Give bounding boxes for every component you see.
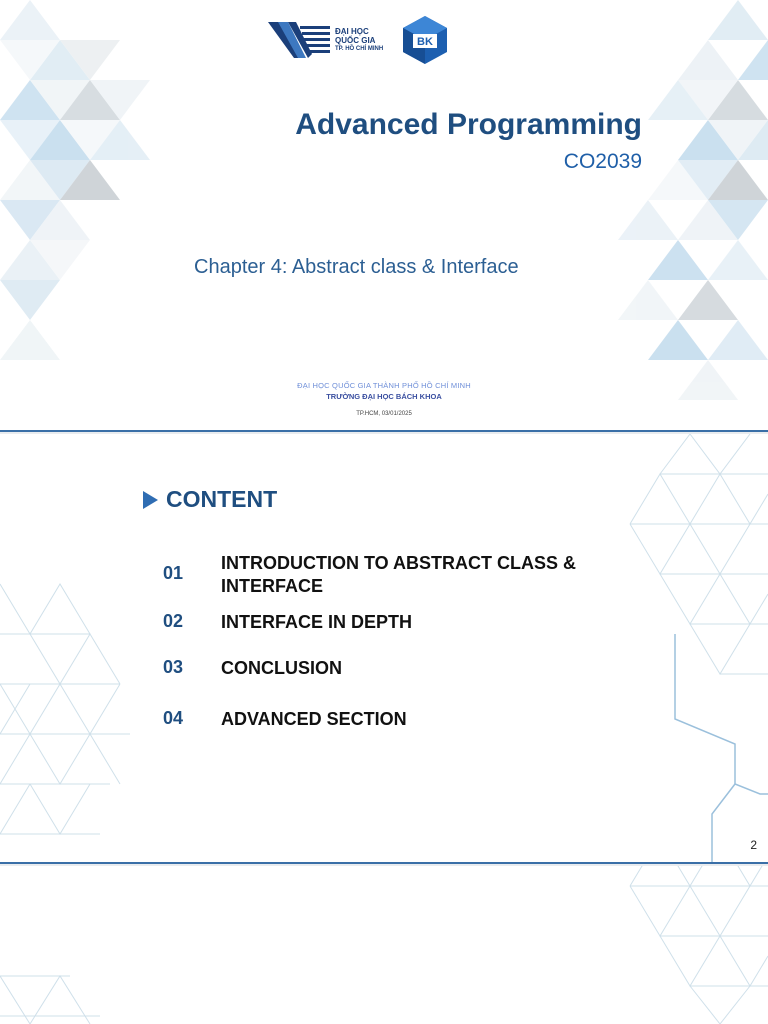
toc-item-02[interactable] [163, 611, 591, 634]
toc-item-title: ADVANCED SECTION [221, 709, 407, 729]
next-slide-partial [0, 866, 768, 1024]
line-pattern-background [0, 434, 768, 864]
presentation-title: Advanced Programming [295, 108, 642, 141]
toc-item-number: 01 [163, 563, 184, 583]
toc-item-number: 02 [163, 611, 184, 631]
presentation-date: TP.HCM, 03/01/2025 [356, 411, 412, 417]
university-name: ĐẠI HỌC QUỐC GIA THÀNH PHỐ HỒ CHÍ MINH [297, 381, 471, 390]
vnu-logo-line2: QUỐC GIA [335, 35, 376, 45]
play-arrow-icon [143, 491, 158, 509]
course-code: CO2039 [563, 150, 642, 173]
vnu-emblem-icon [268, 18, 332, 62]
content-slide [0, 434, 768, 864]
toc-item-number: 04 [163, 708, 184, 728]
toc-item-03[interactable] [163, 657, 591, 680]
logo-group [268, 14, 451, 66]
vnu-logo [268, 18, 383, 62]
toc-item-01[interactable] [163, 552, 591, 598]
bk-logo-text: BK [417, 36, 434, 48]
toc-item-title: CONCLUSION [221, 658, 342, 678]
toc-item-title: INTRODUCTION TO ABSTRACT CLASS & INTERFACE [221, 553, 576, 596]
title-slide [0, 0, 768, 432]
bk-logo [399, 14, 451, 66]
content-heading [143, 486, 277, 513]
vnu-logo-line3: TP. HỒ CHÍ MINH [335, 45, 384, 52]
toc-item-04[interactable] [163, 708, 591, 731]
vnu-logo-line1: ĐẠI HỌC [335, 26, 369, 36]
toc-item-number: 03 [163, 657, 184, 677]
line-pattern-background [0, 866, 768, 1024]
toc-item-title: INTERFACE IN DEPTH [221, 612, 413, 632]
chapter-title: Chapter 4: Abstract class & Interface [194, 256, 519, 278]
page-number: 2 [750, 838, 757, 852]
content-heading-label: CONTENT [166, 486, 278, 512]
school-name: TRƯỜNG ĐẠI HỌC BÁCH KHOA [326, 392, 442, 401]
